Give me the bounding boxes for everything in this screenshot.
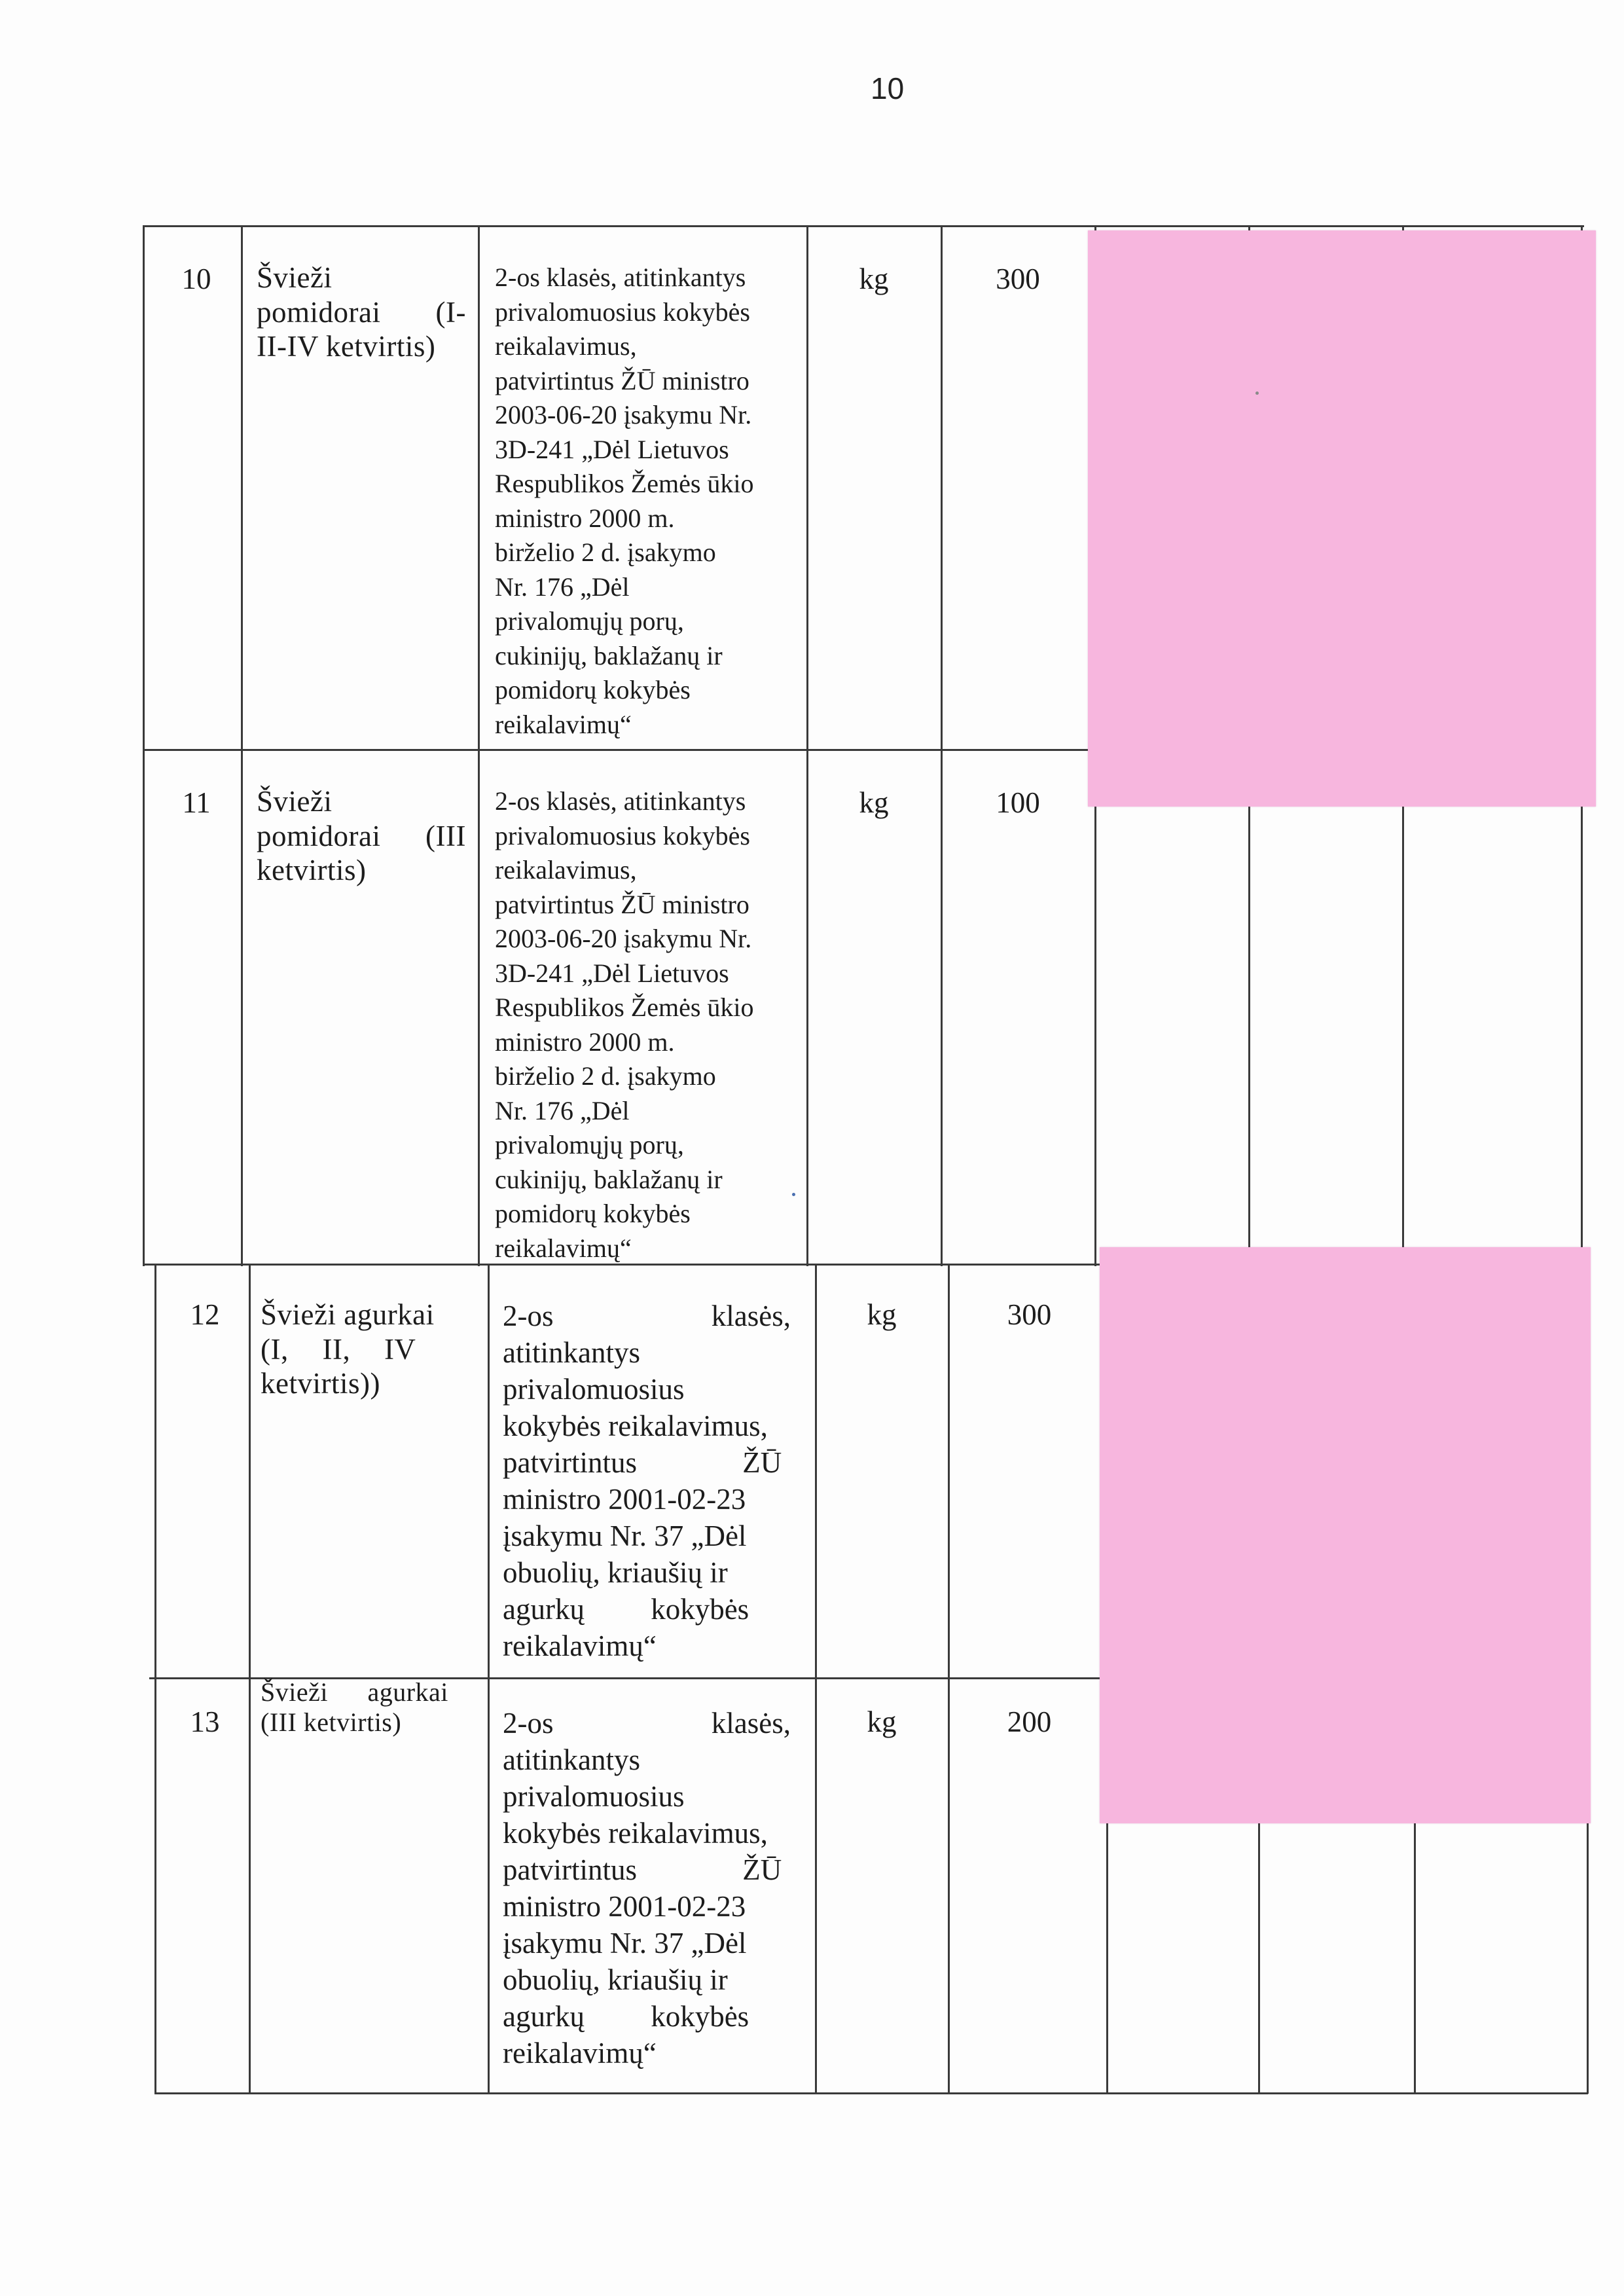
requirement-line: cukinijų, baklažanų ir	[495, 1164, 723, 1194]
requirement-line: reikalavimų“	[503, 1630, 657, 1662]
requirement-line: pomidorų kokybės	[495, 675, 691, 704]
product-name-line: Švieži	[257, 785, 333, 818]
requirement-line: pomidorų kokybės	[495, 1199, 691, 1228]
requirement-line: 2003-06-20 įsakymu Nr.	[495, 924, 752, 953]
product-name-line: Švieži	[257, 261, 333, 294]
quality-requirements	[495, 784, 796, 1266]
requirement-line: reikalavimus,	[495, 331, 637, 361]
quantity: 300	[996, 263, 1040, 295]
row-number: 10	[181, 263, 211, 295]
unit: kg	[867, 1705, 897, 1738]
requirement-line: kokybės reikalavimus,	[503, 1817, 768, 1850]
requirement-line: patvirtintus ŽŪ	[503, 1446, 782, 1479]
requirement-line: agurkų kokybės	[503, 2000, 749, 2033]
quality-requirements	[503, 1298, 804, 1664]
page-number: 10	[871, 71, 905, 105]
quantity: 200	[1007, 1705, 1052, 1738]
product-name-line: pomidorai (I-	[257, 295, 466, 329]
requirement-line: birželio 2 d. įsakymo	[495, 1061, 716, 1091]
table-border-left	[143, 225, 145, 1266]
requirement-line: obuolių, kriaušių ir	[503, 1963, 728, 1996]
requirement-line: 3D-241 „Dėl Lietuvos	[495, 434, 729, 464]
requirement-line: ministro 2001-02-23	[503, 1890, 746, 1923]
requirement-line: agurkų kokybės	[503, 1593, 749, 1626]
requirement-line: cukinijų, baklažanų ir	[495, 640, 723, 670]
row-number: 13	[190, 1705, 220, 1738]
redaction-sticky-note	[1088, 230, 1596, 807]
requirement-line: patvirtintus ŽŪ ministro	[495, 365, 749, 395]
requirement-line: reikalavimų“	[503, 2037, 657, 2069]
product-name-line: ketvirtis))	[261, 1367, 380, 1400]
requirement-line: ministro 2001-02-23	[503, 1483, 746, 1516]
column-divider	[488, 1264, 490, 2094]
requirement-line: įsakymu Nr. 37 „Dėl	[503, 1520, 747, 1552]
product-name-line: Švieži agurkai	[261, 1298, 435, 1331]
scan-speck	[792, 1193, 795, 1196]
requirement-line: Respublikos Žemės ūkio	[495, 469, 754, 498]
requirement-line: 2-os klasės, atitinkantys	[495, 263, 746, 292]
product-name-line: pomidorai (III	[257, 819, 466, 852]
table-border-bottom	[154, 2092, 1588, 2094]
table-border-top	[143, 225, 1584, 227]
requirement-line: ministro 2000 m.	[495, 1027, 675, 1057]
row-number: 12	[190, 1298, 220, 1331]
redaction-sticky-note	[1100, 1247, 1591, 1823]
requirement-line: Nr. 176 „Dėl	[495, 572, 630, 602]
requirement-line: patvirtintus ŽŪ ministro	[495, 889, 749, 919]
requirement-line: privalomuosius kokybės	[495, 820, 750, 850]
unit: kg	[859, 786, 889, 819]
row-number: 11	[182, 786, 211, 819]
requirement-line: 2-os klasės, atitinkantys	[495, 786, 746, 816]
requirement-line: atitinkantys	[503, 1743, 640, 1776]
requirement-line: įsakymu Nr. 37 „Dėl	[503, 1927, 747, 1959]
requirement-line: 2-os klasės,	[503, 1300, 791, 1332]
column-divider	[249, 1264, 251, 2094]
requirement-line: obuolių, kriaušių ir	[503, 1556, 728, 1589]
product-name-line: Švieži agurkai	[261, 1677, 448, 1707]
column-divider	[948, 1264, 950, 2094]
product-name-line: (I, II, IV	[261, 1332, 416, 1366]
requirement-line: privalomuosius	[503, 1373, 685, 1406]
quantity: 300	[1007, 1298, 1052, 1331]
scan-speck	[1255, 392, 1259, 395]
requirement-line: reikalavimus,	[495, 855, 637, 884]
column-divider	[941, 225, 943, 1266]
column-divider	[478, 225, 480, 1266]
product-name	[261, 1298, 477, 1401]
requirement-line: patvirtintus ŽŪ	[503, 1853, 782, 1886]
requirement-line: reikalavimų“	[495, 1233, 632, 1263]
requirement-line: privalomuosius kokybės	[495, 297, 750, 327]
unit: kg	[859, 263, 889, 295]
table-border-left	[154, 1264, 156, 2094]
product-name	[261, 1677, 477, 1738]
quality-requirements	[503, 1705, 804, 2071]
column-divider	[806, 225, 808, 1266]
unit: kg	[867, 1298, 897, 1331]
requirement-line: reikalavimų“	[495, 709, 632, 739]
requirement-line: 2003-06-20 įsakymu Nr.	[495, 400, 752, 429]
product-name-line: ketvirtis)	[257, 854, 367, 886]
requirement-line: 2-os klasės,	[503, 1707, 791, 1740]
quantity: 100	[996, 786, 1040, 819]
requirement-line: Nr. 176 „Dėl	[495, 1095, 630, 1125]
column-divider	[815, 1264, 817, 2094]
column-divider	[241, 225, 243, 1266]
requirement-line: privalomuosius	[503, 1780, 685, 1813]
requirement-line: 3D-241 „Dėl Lietuvos	[495, 958, 729, 988]
requirement-line: privalomųjų porų,	[495, 606, 684, 636]
requirement-line: privalomųjų porų,	[495, 1130, 684, 1159]
requirement-line: atitinkantys	[503, 1336, 640, 1369]
requirement-line: birželio 2 d. įsakymo	[495, 538, 716, 567]
requirement-line: ministro 2000 m.	[495, 503, 675, 533]
product-name-line: II-IV ketvirtis)	[257, 330, 436, 363]
product-name	[257, 261, 466, 364]
quality-requirements	[495, 261, 796, 742]
product-name-line: (III ketvirtis)	[261, 1707, 402, 1737]
requirement-line: Respublikos Žemės ūkio	[495, 993, 754, 1022]
product-name	[257, 784, 466, 888]
requirement-line: kokybės reikalavimus,	[503, 1410, 768, 1442]
